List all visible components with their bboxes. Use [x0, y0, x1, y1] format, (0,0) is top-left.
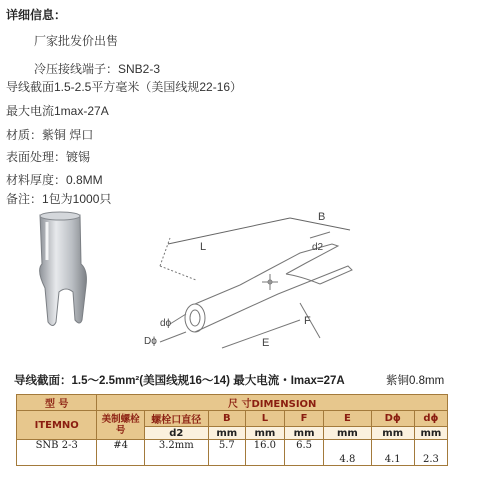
unit-d2: d2	[144, 427, 208, 440]
dim-label-f: F	[304, 315, 311, 327]
unit-b: mm	[208, 427, 245, 440]
cell-l: 16.0	[245, 440, 284, 466]
cell-dphi: 2.3	[414, 440, 447, 466]
dim-label-dphi: dϕ	[160, 318, 172, 329]
cell-e: 4.8	[324, 440, 371, 466]
col-dimension: 尺 寸DIMENSION	[97, 395, 448, 411]
col-screw: 美制螺栓号	[97, 411, 144, 440]
cell-screw: #4	[97, 440, 144, 466]
cell-Dphi: 4.1	[371, 440, 414, 466]
unit-f: mm	[285, 427, 324, 440]
spec-summary	[14, 372, 474, 388]
cell-model: SNB 2-3	[17, 440, 97, 466]
detail-line-surface: 表面处理：镀锡	[6, 150, 91, 164]
unit-Dphi: mm	[371, 427, 414, 440]
spec-summary-material: 紫铜0.8mm	[386, 375, 445, 387]
detail-line-note: 备注：1包为1000只	[6, 192, 112, 206]
dim-label-Dphi: Dϕ	[144, 336, 157, 347]
dim-label-l: L	[200, 241, 207, 253]
detail-line-material: 材质：紫铜 焊口	[6, 128, 94, 142]
spec-summary-text: 导线截面：1.5～2.5mm²(美国线规16～14) 最大电流・Imax=27A	[14, 375, 345, 387]
unit-e: mm	[324, 427, 371, 440]
dim-label-e: E	[262, 337, 270, 349]
col-model-label: 型 号	[17, 395, 97, 411]
unit-dphi: mm	[414, 427, 447, 440]
cell-f: 6.5	[285, 440, 324, 466]
detail-line-max-current: 最大电流1max-27A	[6, 104, 109, 118]
col-e: E	[324, 411, 371, 427]
detail-line-thickness: 材料厚度：0.8MM	[6, 173, 103, 187]
details-heading: 详细信息：	[6, 8, 67, 22]
cell-b: 5.7	[208, 440, 245, 466]
col-itemno: ITEMNO	[17, 411, 97, 440]
col-b: B	[208, 411, 245, 427]
col-l: L	[245, 411, 284, 427]
terminal-drawing	[160, 218, 352, 348]
spec-table	[16, 394, 448, 466]
col-hole: 螺栓口直径	[144, 411, 208, 427]
col-f: F	[285, 411, 324, 427]
dim-label-b: B	[318, 211, 326, 223]
product-image-panel	[0, 208, 466, 370]
terminal-photo	[40, 212, 87, 326]
table-row	[17, 440, 448, 466]
detail-line-model: 冷压接线端子：SNB2-3	[34, 62, 161, 76]
detail-line-wire-section: 导线截面1.5-2.5平方毫米（美国线规22-16）	[6, 80, 243, 94]
cell-hole: 3.2mm	[144, 440, 208, 466]
col-dphi: dϕ	[414, 411, 447, 427]
col-Dphi: Dϕ	[371, 411, 414, 427]
dim-label-d2: d2	[312, 242, 324, 253]
terminal-diagram	[0, 208, 466, 370]
unit-l: mm	[245, 427, 284, 440]
detail-line-sale: 厂家批发价出售	[34, 34, 119, 48]
